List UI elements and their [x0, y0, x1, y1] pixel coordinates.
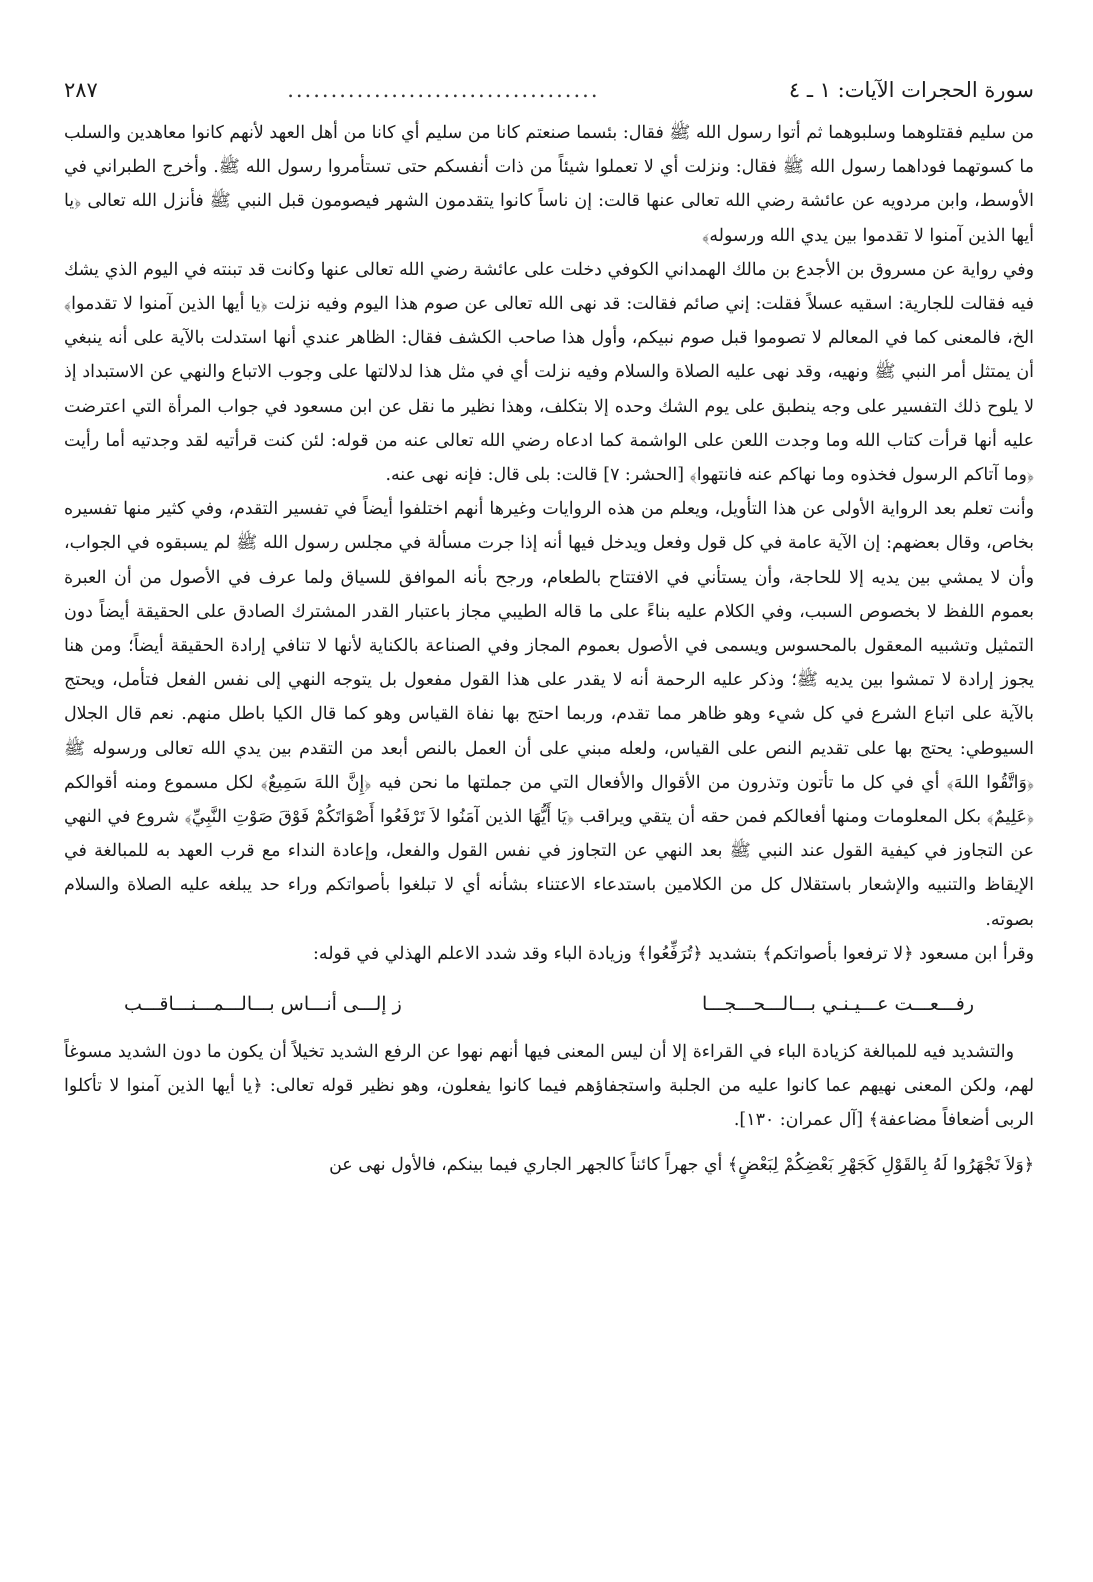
running-header	[64, 70, 1034, 110]
page-number: ٢٨٧	[64, 78, 98, 102]
paragraph-spacer	[64, 1138, 1034, 1148]
paragraph-2: وفي رواية عن مسروق بن الأجدع بن مالك الهمداني الكوفي دخلت على عائشة رضي الله تعالى عنها وكانت قد تبنته في اليوم الذي يشك فيه فقالت للجارية: اسقيه عسلاً فقلت: إني صائم فقالت: قد نهى الله تعالى عن صوم هذا اليوم وفيه نزلت ﴿يا أيها الذين آمنوا لا تقدموا﴾ الخ، فالمعنى كما في المعالم لا تصوموا قبل صوم نبيكم، وأول هذا صاحب الكشف فقال: الظاهر عندي أنها استدلت بالآية على أنه ينبغي أن يمتثل أمر النبي ﷺ ونهيه، وقد نهى عليه الصلاة والسلام وفيه نزلت أي في مثل هذا لدلالتها على وجوب الاتباع والنهي عن الاستبداد إذ لا يلوح ذلك التفسير على وجه ينطبق على يوم الشك وحده إلا بتكلف، وهذا نظير ما نقل عن ابن مسعود في جواب المرأة التي اعترضت عليه أنها قرأت كتاب الله وما وجدت اللعن على الواشمة كما ادعاه رضي الله تعالى عنه من قوله: لئن كنت قرأتيه لقد وجدتيه أما رأيت ﴿وما آتاكم الرسول فخذوه وما نهاكم عنه فانتهوا﴾ [الحشر: ٧] قالت: بلى قال: فإنه نهى عنه.	[64, 259, 1034, 486]
body-text	[64, 116, 1034, 971]
header-leader-dots: ....................................	[287, 78, 600, 102]
paragraph-4: وقرأ ابن مسعود ﴿لا ترفعوا بأصواتكم﴾ بتشديد ﴿تُرَفِّعُوا﴾ وزيادة الباء وقد شدد الاعلم الهذلي في قوله:	[313, 943, 1034, 964]
paragraph-6: ﴿وَلاَ تَجْهَرُوا لَهُ بِالقَوْلِ كَجَهْرِ بَعْضِكُمْ لِبَعْضٍ﴾ أي جهراً كائناً كالجهر الجاري فيما بينكم، فالأول نهى عن	[329, 1154, 1034, 1175]
document-page	[64, 70, 1034, 1560]
verse-right-hemistich: رفـــعـــت عـــيـنـي بـــالـــحـــجـــا	[701, 993, 974, 1016]
page-body	[64, 116, 1034, 1182]
paragraph-1: من سليم فقتلوهما وسلبوهما ثم أتوا رسول الله ﷺ فقال: بئسما صنعتم كانا من سليم أي كانا من أهل العهد لأنهم كانوا معاهدين والسلب ما كسوتهما فوداهما رسول الله ﷺ فقال: ونزلت أي لا تعملوا شيئاً من ذات أنفسكم حتى تستأمروا رسول الله ﷺ. وأخرج الطبراني في الأوسط، وابن مردويه عن عائشة رضي الله تعالى عنها قالت: إن ناساً كانوا يتقدمون الشهر فيصومون قبل النبي ﷺ فأنزل الله تعالى ﴿يا أيها الذين آمنوا لا تقدموا بين يدي الله ورسوله﴾	[64, 123, 1034, 246]
verse-left-hemistich: ز إلـــى أنـــاس بـــالـــمـــنـــاقـــب	[124, 993, 402, 1016]
poetry-verse	[124, 987, 974, 1021]
paragraph-5: والتشديد فيه للمبالغة كزيادة الباء في القراءة إلا أن ليس المعنى فيها أنهم نهوا عن الرفع الشديد تخيلاً أن يكون ما دون الشديد مسوغاً لهم، ولكن المعنى نهيهم عما كانوا عليه من الجلبة واستجفاؤهم فيما كانوا يفعلون، وهو نظير قوله تعالى: ﴿يا أيها الذين آمنوا لا تأكلوا الربى أضعافاً مضاعفة﴾ [آل عمران: ١٣٠].	[64, 1042, 1034, 1131]
body-text-continued	[64, 1035, 1034, 1182]
chapter-title: سورة الحجرات الآيات: ١ ـ ٤	[788, 78, 1034, 102]
paragraph-3: وأنت تعلم بعد الرواية الأولى عن هذا التأويل، ويعلم من هذه الروايات وغيرها أنهم اختلفوا أيضاً في تفسير التقدم، وفي كثير منها تفسيره بخاص، وقال بعضهم: إن الآية عامة في كل قول وفعل ويدخل فيها أنه إذا جرت مسألة في مجلس رسول الله ﷺ لم يسبقوه في الجواب، وأن لا يمشي بين يديه إلا للحاجة، وأن يستأني في الافتتاح بالطعام، ورجح بأنه الموافق للسياق ولما عرف في الأصول من أن العبرة بعموم اللفظ لا بخصوص السبب، وفي الكلام عليه بناءً على ما قاله الطيبي مجاز باعتبار القدر المشترك الصادق على الحقيقة أيضاً دون التمثيل وتشبيه المعقول بالمحسوس ويسمى في الأصول بعموم المجاز وفي الصناعة بالكناية لأنها لا تنافي إرادة الحقيقة أيضاً؛ ومن هنا يجوز إرادة لا تمشوا بين يديه ﷺ؛ وذكر عليه الرحمة أنه لا يقدر على هذا القول مفعول بل يتوجه النهي إلى نفس الفعل فتأمل، ويحتج بالآية على اتباع الشرع في كل شيء وهو ظاهر مما تقدم، وربما احتج بها نفاة القياس وهو كما قال الكيا باطل منهم. نعم قال الجلال السيوطي: يحتج بها على تقديم النص على القياس، ولعله مبني على أن العمل بالنص أبعد من التقدم بين يدي الله تعالى ورسوله ﷺ ﴿وَاتَّقُوا اللهَ﴾ أي في كل ما تأتون وتذرون من الأقوال والأفعال التي من جملتها ما نحن فيه ﴿إِنَّ اللهَ سَمِيعٌ﴾ لكل مسموع ومنه أقوالكم ﴿عَلِيمٌ﴾ بكل المعلومات ومنها أفعالكم فمن حقه أن يتقي ويراقب ﴿يَا أَيُّهَا الذين آمَنُوا لاَ تَرْفَعُوا أَصْوَاتَكُمْ فَوْقَ صَوْتِ النَّبِيِّ﴾ شروع في النهي عن التجاوز في كيفية القول عند النبي ﷺ بعد النهي عن التجاوز في نفس القول والفعل، وإعادة النداء مع قرب العهد به للمبالغة في الإيقاظ والتنبيه والإشعار باستقلال كل من الكلامين باستدعاء الاعتناء بشأنه أي لا تبلغوا بأصواتكم وراء حد يبلغه عليه الصلاة والسلام بصوته.	[64, 499, 1034, 930]
